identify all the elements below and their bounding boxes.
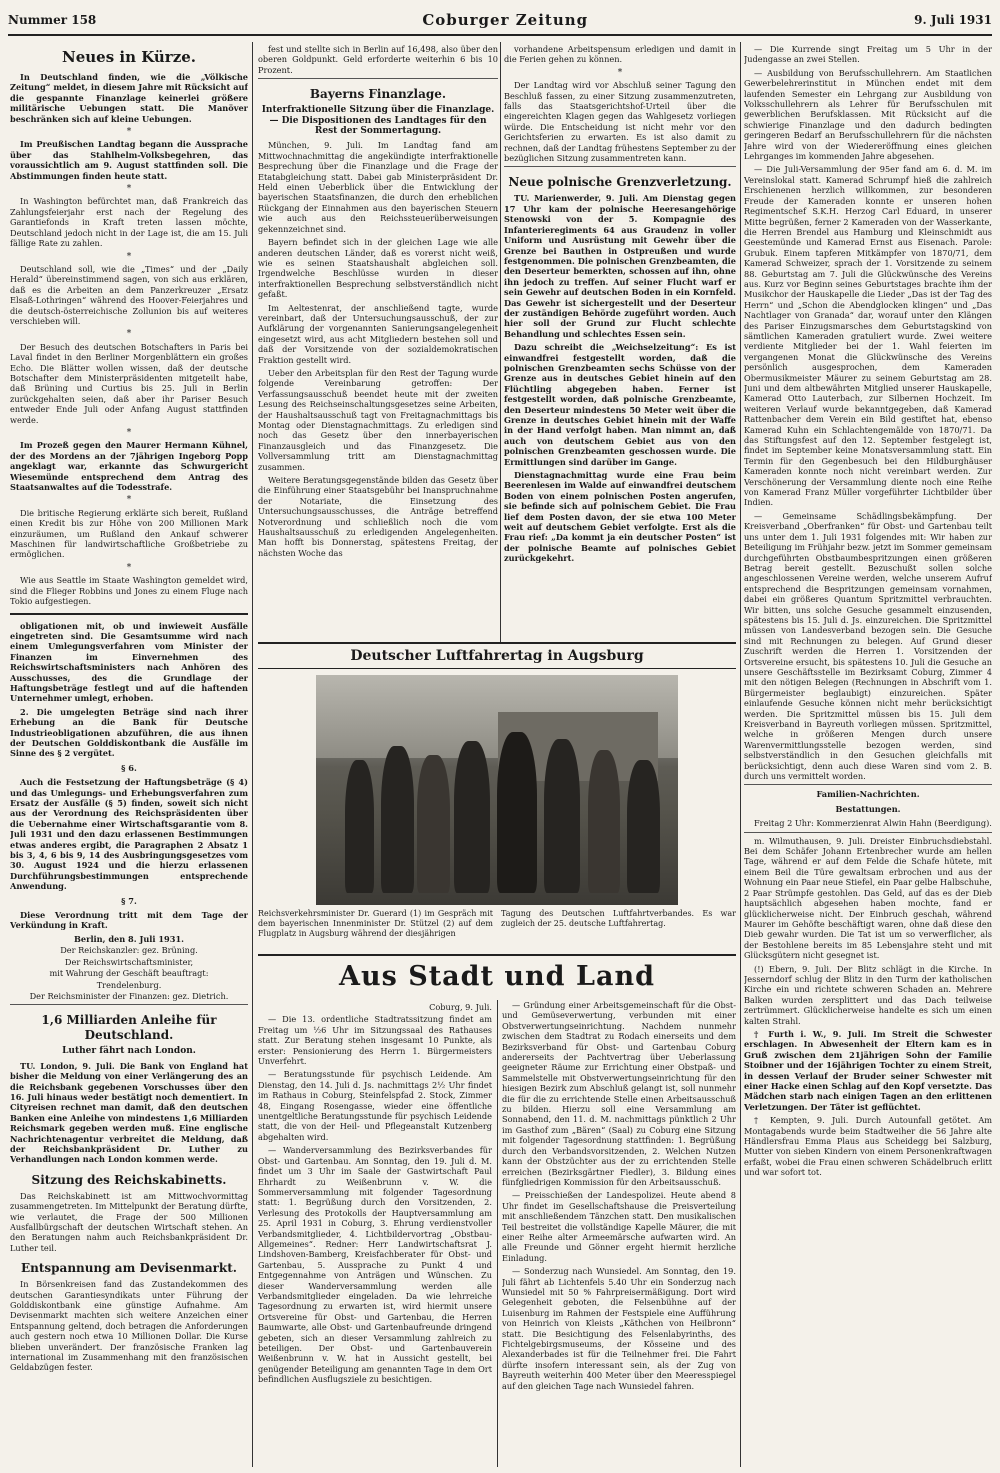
article-heading: Bayerns Finanzlage. [309, 87, 447, 102]
article-paragraph: (!) Ebern, 9. Juli. Der Blitz schlägt in die Kirche. In Jesserndorf schlug der Blitz in den Turm der katholischen Kirche ein und richtete schweren Schaden an. Mehrere Balken wurden zersplittert und das Dach teilweise zertrümmert. Glücklicherweise handelte es sich um einen kalten Strahl. [744, 963, 992, 1026]
separator-asterisk: * [126, 562, 132, 573]
masthead [8, 6, 992, 36]
photo-caption [258, 909, 736, 939]
article-paragraph: Die britische Regierung erklärte sich bereit, Rußland einen Kredit bis zur Höhe von 200 Millionen Mark einzuräumen, um Rußland den Ankauf schwerer Maschinen für landwirtschaftliche Großbetriebe zu ermöglichen. [10, 507, 248, 560]
photo-title: Deutscher Luftfahrertag in Augsburg [258, 642, 736, 669]
separator-asterisk: * [126, 329, 132, 340]
burials-heading: Bestattungen. [835, 803, 901, 814]
column-border-violation [504, 44, 736, 643]
place-date: Berlin, den 8. Juli 1931. [74, 933, 184, 944]
separator-asterisk: * [126, 184, 132, 195]
article-paragraph: fest und stellte sich in Berlin auf 16,498, also über den oberen Goldpunkt. Geld erforderte weiterhin 6 bis 10 Prozent. [258, 44, 498, 75]
article-paragraph: † Kempten, 9. Juli. Durch Autounfall getötet. Am Montagabends wurde beim Stadtweiher die 56 Jahre alte Händlersfrau Emma Plaus aus Scheidegg bei Salzburg, Mutter von sieben Kindern von einem Personenkraftwagen erfaßt, wobei die Frau einen schweren Schädelbruch erlitt und war sofort tot. [744, 1115, 992, 1178]
article-paragraph: Bayern befindet sich in der gleichen Lage wie alle anderen deutschen Länder, daß es vorerst nicht weiß, wie es seinen Staatshaushalt abgleichen soll. Irgendwelche Beschlüsse wurden in dieser interfraktionellen Besprechung selbstverständlich nicht gefaßt. [258, 237, 498, 300]
column-local-news-2 [502, 1000, 736, 1467]
newspaper-title: Coburger Zeitung [422, 11, 589, 29]
article-paragraph: m. Wilmuthausen, 9. Juli. Dreister Einbruchsdiebstahl. Bei dem Schäfer Johann Ertenbrecher wurde am hellen Tage, während er auf dem Felde die Schafe hütete, mit einem Beil die Türe gewaltsam erbrochen und aus der Wohnung ein Paar neue Stiefel, ein Paar gelbe Halbschuhe, 2 Paar Strümpfe gestohlen. Das Geld, auf das es der Dieb hauptsächlich abgesehen haben mochte, fand er glücklicherweise nicht. Der Einbruch geschah, während Maurer im Gehöfte beschäftigt waren, ohne daß diese den Dieb gewahr wurden. Die Tat ist um so verwerflicher, als der Bestohlene bereits im 85 Lebensjahre steht und mit Glücksgütern nicht gesegnet ist. [744, 835, 992, 961]
section-rule [258, 78, 498, 79]
section-rule [504, 166, 736, 167]
article-paragraph: Deutschland soll, wie die „Times“ und der „Daily Herald“ übereinstimmend sagen, von sich aus erklären, daß es die Arbeiten an dem Panzerkreuzer „Ersatz Elsaß-Lothringen“ während des Hoover-Feierjahres und die deutsch-österreichische Zollunion bis auf weiteres verschieben will. [10, 263, 248, 326]
section-rule [10, 1004, 248, 1005]
signature-line: Der Reichskanzler: gez. Brüning. [60, 945, 198, 956]
separator-asterisk: * [617, 67, 623, 78]
column-bavaria-finance [258, 44, 498, 643]
article-paragraph: — Die 13. ordentliche Stadtratssitzung findet am Freitag um ½6 Uhr im Sitzungssaal des Rathauses statt. Zur Beratung stehen insgesamt 10 Punkte, als erster: Pensionierung des Herrn 1. Bürgermeisters Unverfehrt. [258, 1014, 492, 1067]
section-rule [10, 613, 248, 615]
column-local-reports [744, 44, 992, 1467]
article-paragraph: In Deutschland finden, wie die „Völkische Zeitung“ meldet, in diesem Jahre mit Rücksicht auf die gespannte Finanzlage keinerlei größere militärische Uebungen statt. Die Manöver beschränken sich auf kleine Uebungen. [10, 72, 248, 124]
article-paragraph: 2. Die umgelegten Beträge sind nach ihrer Erhebung an die Bank für Deutsche Industrieobligationen abzuführen, die aus ihnen der Deutschen Golddiskontbank die Ausfälle im Sinne des § 2 vergütet. [10, 706, 248, 759]
column-news-in-brief [10, 44, 248, 1467]
article-paragraph: Diese Verordnung tritt mit dem Tage der Verkündung in Kraft. [10, 910, 248, 931]
article-paragraph: Im Prozeß gegen den Maurer Hermann Kühnel, der des Mordens an der 7jährigen Ingeborg Popp angeklagt war, erkannte das Schwurgericht Wiesemünde entsprechend dem Antrag des Staatsanwaltes auf die Todesstrafe. [10, 440, 248, 493]
article-paragraph: Dazu schreibt die „Weichselzeitung“: Es ist einwandfrei festgestellt worden, daß die polnischen Grenzbeamten sechs Schüsse von der Grenze aus in deutsches Gebiet hinein auf den Flüchtling abgegeben haben. Ferner ist festgestellt worden, daß polnische Grenzbeamte, den Deserteur mindestens 50 Meter weit über die Grenze in deutsches Gebiet hinein mit der Waffe in der Hand verfolgt haben. Man nimmt an, daß auch von deutschem Gebiet aus von den polnischen Grenzbeamten geschossen wurde. Die Ermittlungen sind darüber im Gange. [504, 342, 736, 467]
article-paragraph: vorhandene Arbeitspensum erledigen und damit in die Ferien gehen zu können. [504, 44, 736, 65]
signature-line: Der Reichswirtschaftsminister, [64, 956, 194, 967]
article-paragraph: — Beratungsstunde für psychisch Leidende. Am Dienstag, den 14. Juli d. Js. nachmittags 2½ Uhr findet im Rathaus in Coburg, Steinfelspfad 2. Stock, Zimmer 48, Eingang Rosengasse, wieder eine öffentliche unentgeltliche Beratungsstunde für psychisch Leidende statt, die von der Heil- und Pflegeanstalt Kutzenberg abgehalten wird. [258, 1069, 492, 1142]
article-paragraph: In Washington befürchtet man, daß Frankreich das Zahlungsfeierjahr erst nach der Regelung des Garantiefonds in Kraft treten lassen möchte, Deutschland jedoch nicht in der Lage ist, die am 15. Juli fällige Rate zu zahlen. [10, 196, 248, 249]
article-paragraph: Auch die Festsetzung der Haftungsbeträge (§ 4) und das Umlegungs- und Erhebungsverfahren zum Ersatz der Ausfälle (§ 5) finden, soweit sich nicht aus der Verordnung des Reichspräsidenten über die Uebernahme einer Wirtschaftsgarantie vom 8. Juli 1931 und den dazu erlassenen Bestimmungen etwas anderes ergibt, die Paragraphen 2 Absatz 1 bis 3, 4, 6 bis 9, 14 des Ausbringungsgesetzes vom 30. August 1924 und die hierzu erlassenen Durchführungsbestimmungen entsprechende Anwendung. [10, 777, 248, 892]
article-paragraph: Freitag 2 Uhr: Kommerzienrat Alwin Hahn (Beerdigung). [754, 818, 992, 829]
article-paragraph: TU. London, 9. Juli. Die Bank von England hat bisher die Meldung von einer Verlängerung des an die Reichsbank gegebenen Vorschusses über den 16. Juli hinaus weder bestätigt noch dementiert. In Cityreisen rechnet man damit, daß den deutschen Banken eine Anleihe von mindestens 1,6 Milliarden Reichsmark gegeben werden muß. Eine englische Nachrichtenagentur verbreitet die Meldung, daß der Reichsbankpräsident Dr. Luther zu Verhandlungen nach London kommen werde. [10, 1060, 248, 1165]
article-paragraph: Das Reichskabinett ist am Mittwochvormittag zusammengetreten. Im Mittelpunkt der Beratung dürfte, wie verlautet, die Frage der 500 Millionen Ausfallbürgschaft der deutschen Wirtschaft stehen. An den Beratungen nahm auch Reichsbankpräsident Dr. Luther teil. [10, 1190, 248, 1253]
column-rule [740, 42, 741, 1467]
article-paragraph: — Ausbildung von Berufsschullehrern. Am Staatlichen Gewerbelehrerinstitut in München endet mit dem laufenden Semester ein Lehrgang zur Ausbildung von Volksschullehrern als Lehrer für Berufsschulen mit gewerblichen Berufsklassen. Mit Rücksicht auf die schwierige Finanzlage und den dadurch bedingten geringeren Bedarf an Berufsschullehrern für die nächsten Jahre wird von der Wiedereröffnung eines gleichen Lehrganges im kommenden Jahre abgesehen. [744, 67, 992, 162]
photo-feature [258, 642, 736, 948]
separator-asterisk: * [126, 495, 132, 506]
signature-line: Trendelenburg. [96, 979, 162, 990]
section-heading: Neues in Kürze. [62, 48, 196, 66]
dateline: Coburg, 9. Juli. [429, 1002, 492, 1012]
section-number: § 7. [121, 895, 137, 906]
article-paragraph: — Gründung einer Arbeitsgemeinschaft für die Obst- und Gemüseverwertung, verbunden mit einer Obstverwertungseinrichtung. Nachdem nunmehr zwischen dem Stadtrat zu Rodach einerseits und dem Bezirksverband für Obst- und Gartenbau Coburg andererseits der Pachtvertrag über Ueberlassung geeigneter Räume zur Errichtung einer Obstpaß- und Sammelstelle mit Obstverwertungseinrichtung für den hiesigen Bezirk zum Abschluß gelangt ist, soll nunmehr die für die zu errichtende Stelle einen Arbeitsausschuß zu bilden. Hierzu soll eine Versammlung am Sonnabend, den 11. d. M. nachmittags pünktlich 2 Uhr im Gasthof zum „Bären“ (Saal) zu Coburg eine Sitzung mit folgender Tagesordnung stattfinden: 1. Begrüßung durch den Verbandsvorsitzenden, 2. Welchen Nutzen kann der Obstzüchter aus der zu errichtenden Stelle erreichen (Bezirksgärtner Fiedler), 3. Bildung eines fünfgliedrigen Kommission für den Arbeitsausschuß. [502, 1000, 736, 1187]
article-paragraph: Im Preußischen Landtag begann die Aussprache über das Stahlhelm-Volksbegehren, das voraussichtlich am 9. August stattfinden soll. Die Abstimmungen finden heute statt. [10, 139, 248, 181]
article-paragraph: Dienstagnachmittag wurde eine Frau beim Beerenlesen im Walde auf einwandfrei deutschem Boden von einem polnischen Posten angerufen, sie befinde sich auf polnischem Gebiet. Die Frau lief dem Posten davon, der sie etwa 100 Meter weit auf deutschem Gebiet verfolgte. Erst als die Frau rief: „Da kommt ja ein deutscher Posten“ ist der polnische Beamte auf polnisches Gebiet zurückgekehrt. [504, 470, 736, 564]
article-paragraph: — Preisschießen der Landespolizei. Heute abend 8 Uhr findet im Gesellschaftshause die Preisverteilung mit anschließendem Tänzchen statt. Den musikalischen Teil bestreitet die vollständige Kapelle Mäurer, die mit einer Reihe alter Armeemärsche aufwarten wird. An alle Freunde und Gönner ergeht hiermit herzliche Einladung. [502, 1190, 736, 1263]
signature-line: Der Reichsminister der Finanzen: gez. Dietrich. [29, 990, 229, 1001]
separator-asterisk: * [126, 127, 132, 138]
article-paragraph: Der Besuch des deutschen Botschafters in Paris bei Laval findet in den Berliner Morgenblättern ein großes Echo. Die Blätter wollen wissen, daß der deutsche Botschafter dem Ministerpräsidenten mitgeteilt habe, daß Brüning und Curtius bis 25. Juli in Berlin zurückgehalten seien, daß aber ihr Pariser Besuch entweder Ende Juli oder Anfang August stattfinden werde. [10, 341, 248, 425]
article-paragraph: In Börsenkreisen fand das Zustandekommen des deutschen Garantiesyndikats unter Führung der Golddiskontbank eine günstige Aufnahme. Am Devisenmarkt machten sich weitere Anzeichen einer Entspannung geltend, doch betragen die Anforderungen auch gestern noch etwa 10 Millionen Dollar. Die Kurse blieben unverändert. Der französische Franken lag international im Zusammenhang mit den französischen Geldabzügen fester. [10, 1279, 248, 1373]
article-heading: Entspannung am Devisenmarkt. [21, 1261, 237, 1276]
column-rule [497, 1000, 498, 1467]
family-notices-heading: Familien-Nachrichten. [816, 789, 920, 800]
article-paragraph: Weitere Beratungsgegenstände bilden das Gesetz über die Einführung einer Staatsgebühr bei Inanspruchnahme der Notariate, die Einsetzung des Untersuchungsausschusses, die Anträge betreffend Notverordnung und schließlich noch die vom Haushaltsausschuß zu erledigenden Angelegenheiten. Man hofft bis Donnerstag, spätestens Freitag, der nächsten Woche das [258, 475, 498, 558]
section-rule [744, 784, 992, 785]
article-paragraph: † Furth i. W., 9. Juli. Im Streit die Schwester erschlagen. In Abwesenheit der Eltern kam es in Gruß zwischen dem 21jährigen Sohn der Familie Stoibner und der 16jährigen Tochter zu einem Streit, in dessen Verlauf der Bruder seiner Schwester mit einer Hacke einen Schlag auf den Kopf versetzte. Das Mädchen starb nach einigen Tagen an den erlittenen Verletzungen. Der Täter ist geflüchtet. [744, 1028, 992, 1112]
separator-asterisk: * [126, 251, 132, 262]
article-paragraph: Der Landtag wird vor Abschluß seiner Tagung den Beschluß fassen, zu einer Sitzung zusammenzutreten, falls das Staatsgerichtshof-Urteil über die eingereichten Klagen gegen das Wahlgesetz vorliegen würde. Die Entscheidung ist nicht mehr vor den Gerichtsferien zu erwarten. Es ist also damit zu rechnen, daß der Landtag frühestens September zu der bezüglichen Sitzung zusammentreten kann. [504, 80, 736, 164]
section-banner: Aus Stadt und Land [258, 954, 736, 998]
issue-date: 9. Juli 1931 [914, 13, 992, 27]
article-paragraph: obligationen mit, ob und inwieweit Ausfälle eingetreten sind. Die Gesamtsumme wird nach einem Umlegungsverfahren vom Minister der Finanzen im Einvernehmen des Reichswirtschaftsministers nach Anhören des Ausschusses, des die Grundlage der Haftungsbeträge festlegt und auf die haftenden Unternehmer umlegt, erhoben. [10, 620, 248, 704]
section-number: § 6. [121, 762, 137, 773]
article-paragraph: Ueber den Arbeitsplan für den Rest der Tagung wurde folgende Vereinbarung getroffen: Der Verfassungsausschuß beendet heute mit der zweiten Lesung des Reichseinschaltungsgesetzes seine Arbeiten, der Haushaltsausschuß tagt von Freitagnachmittags bis Montag oder Dienstagnachmittags. Zu erledigen sind noch das Gesetz über den innerbayerischen Finanzausgleich und das Finanzgesetz. Die Vollversammlung tritt am Dienstagnachmittag zusammen. [258, 367, 498, 472]
caption-right: Tagung des Deutschen Luftfahrtverbandes. Es war zugleich der 25. deutsche Luftfahrertag. [501, 909, 736, 928]
column-rule [500, 42, 501, 643]
article-paragraph: Wie aus Seattle im Staate Washington gemeldet wird, sind die Flieger Robbins und Jones zu einem Fluge nach Tokio aufgestiegen. [10, 575, 248, 607]
article-heading: Neue polnische Grenzverletzung. [508, 175, 732, 190]
article-paragraph: Im Aeltestenrat, der anschließend tagte, wurde vereinbart, daß der Untersuchungsausschuß, der zur Aufklärung der vorgenannten Sanierungsangelegenheit eingesetzt wird, aus acht Mitgliedern bestehen soll und daß der Vorsitzende von der sozialdemokratischen Fraktion gestellt wird. [258, 302, 498, 365]
article-paragraph: TU. Marienwerder, 9. Juli. Am Dienstag gegen 17 Uhr kam der polnische Heeresangehörige Stenowski von der 5. Kompagnie des Infanterieregiments 64 aus Graudenz in voller Uniform und Ausrüstung mit Gewehr über die Grenze bei Bauthen in Ostpreußen und wurde festgenommen. Die polnischen Grenzbeamten, die den Deserteur bemerkten, schossen auf ihn, ohne ihn jedoch zu treffen. Auf seiner Flucht warf er sein Gewehr auf deutschen Boden in ein Kornfeld. Das Gewehr ist sichergestellt und der Deserteur der zuständigen Behörde zugeführt worden. Auch hier soll der Grund zur Flucht schlechte Behandlung und schlechtes Essen sein. [504, 193, 736, 339]
signature-line: mit Wahrung der Geschäft beauftragt: [49, 968, 209, 979]
article-paragraph: — Wanderversammlung des Bezirksverbandes für Obst- und Gartenbau. Am Sonntag, den 19. Juli d. M. findet um 3 Uhr im Saale der Gastwirtschaft Paul Ehrhardt zu Weißenbrunn v. W. die Sommerversammlung mit folgender Tagesordnung statt: 1. Begrüßung durch den Vorsitzenden, 2. Verlesung des Protokolls der Hauptversammlung am 25. April 1931 in Coburg, 3. Ehrung verdienstvoller Verbandsmitglieder, 4. Lichtbildervortrag „Obstbau-Allgemeines“. Redner: Herr Landwirtschaftsrat J. Lindshoven-Bamberg, Kreisfachberater für Obst- und Gartenbau, 5. Aussprache zu Punkt 4 und Entgegennahme von Anträgen und Wünschen. Zu dieser Wanderversammlung werden alle Verbandsmitglieder eingeladen. Da wie lehrreiche Tagesordnung zu erwarten ist, wird hiermit unsere Ortsvereine für Obst- und Gartenbau, die Herren Baumwarte, alle Obst- und Gartenbaufreunde dringend gebeten, sich an dieser Versammlung zahlreich zu beteiligen. Der Obst- und Gartenbauverein Weißenbrunn v. W. hat in Aussicht gestellt, bei genügender Beteiligung am genannten Tage in dem Ort befindlichen Ausflugsziele zu besichtigen. [258, 1145, 492, 1385]
news-photograph [316, 675, 678, 905]
caption-left: Reichsverkehrsminister Dr. Guerard (1) im Gespräch mit dem bayerischen Innenminister Dr. Stützel (2) auf dem Flugplatz in Augsburg während der diesjährigen [258, 909, 493, 938]
column-rule [252, 42, 253, 1467]
column-local-news-1 [258, 1000, 492, 1467]
article-heading: 1,6 Milliarden Anleihe für Deutschland. [41, 1013, 217, 1043]
article-paragraph: München, 9. Juli. Im Landtag fand am Mittwochnachmittag die angekündigte interfraktionelle Besprechung über die Finanzlage und die Frage der Etatabgleichung statt. Dabei gab Ministerpräsident Dr. Held einen Ueberblick über die Entwicklung der bayerischen Staatsfinanzen, die durch den erheblichen Rückgang der Einnahmen aus den bayerischen Steuern wie auch aus den Reichssteuerüberweisungen gekennzeichnet sind. [258, 140, 498, 234]
separator-asterisk: * [126, 428, 132, 438]
article-subheading: Interfraktionelle Sitzung über die Finanzlage. — Die Dispositionen des Landtages für den Rest der Sommertagung. [261, 105, 495, 137]
issue-number: Nummer 158 [8, 13, 97, 27]
article-paragraph: — Die Juli-Versammlung der 95er fand am 6. d. M. im Vereinslokal statt. Kamerad Schrumpf hieß die zahlreich Erschienenen herzlich willkommen, zur besonderen Freude der Kameraden konnte er unseren hohen Regimentschef S.K.H. Herzog Carl Eduard, in unserer Mitte begrüßen, ferner 2 Kameraden von der Wasserkante, die Herren Brendel aus Hamburg und Kleinschmidt aus Geestemünde und Kamerad Ernst aus Eisenach. Parole: Grubuk. Einem tapferen Mitkämpfer von 1870/71, dem Kamerad Schweizer, sprach der 1. Vorsitzende zu seinem 88. Geburtstag am 7. Juli die Glückwünsche des Vereins aus. Kurz vor Beginn seines Geburtstages brachte ihm der Musikchor der Hauskapelle die Lieder „Das ist der Tag des Herrn“ und „Schon die Abendglocken klingen“ und „Das Nachtlager von Granada“ dar, worauf unter den Klängen des Pariser Einzugsmarsches dem Geburtstagskind von sämtlichen Kameraden gratuliert wurde. Zwei weitere verdiente Mitglieder bei der 1. Wahl feierten im vergangenen Monat die Glückwünsche des Vereins persönlich ausgesprochen, dem Kameraden Obermusikmeister Mäurer zu seinem Geburtstag am 28. Juni und dem altbewährten Mitglied unserer Hauskapelle, Kamerad Otto Lauterbach, zur Silbernen Hochzeit. Im weiteren Verlauf wurde bekanntgegeben, daß Kamerad Rattenbacher dem Verein ein Bild gestiftet hat, ebenso Kamerad Kuhn ein Schlachtengemälde von 1870/71. Da das Stiftungsfest auf den 12. September festgelegt ist, findet im September keine Monatsversammlung statt. Ein Termin für den Gegenbesuch bei den Hildburghäuser Kameraden konnte noch nicht vereinbart werden. Zur Verschönerung der Versammlung diente noch eine Reihe von Kamerad Franz Müller vorgeführter Lichtbilder über Indien. [744, 164, 992, 508]
article-heading: Sitzung des Reichskabinetts. [31, 1172, 227, 1187]
article-paragraph: — Gemeinsame Schädlingsbekämpfung. Der Kreisverband „Oberfranken“ für Obst- und Gartenbau teilt uns unter dem 1. Juli 1931 folgendes mit: Wir haben zur Beteiligung im Frühjahr bezw. jetzt im Sommer gemeinsam durchgeführten Obstbaumbespritzungen einen größeren Betrag bereit gestellt. Bezuschußt sollen solche angeschlossenen Vereine werden, welche unserem Aufruf entsprechend die Bespritzungen gemeinsam vornahmen, dabei ein größeres Quantum Spritzmittel verbrauchten. Wir bitten, uns solche Gesuche gesammelt einzusenden, spätestens bis 15. Juli d. Js. einzureichen. Die Spritzmittel müssen von Landesverband bezogen sein. Die Gesuche sind mit Rechnungen zu belegen. Auf Grund dieser Zuschrift werden die Herren 1. Vorsitzenden der Ortsvereine ersucht, bis spätestens 10. Juli die Gesuche an unsere Geschäftsstelle im Bezirksamt Coburg, Zimmer 4 mit den nötigen Belegen (Rechnungen in Abschrift vom 1. Bürgermeister beglaubigt) einzureichen. Später einlaufende Gesuche können nicht mehr berücksichtigt werden. Die Spritzmittel müssen bis 15. Juli dem Kreisverband in Bayreuth vorliegen müssen. Spritzmittel, welche in größeren Mengen durch unsere Warenvermittlungsstelle bezogen werden, sind selbstverständlich in den Gesuchen gleichfalls mit berücksichtigt, denn auch diese Waren sind vom 2. B. durch uns vermittelt worden. [744, 510, 992, 782]
section-rule [744, 832, 992, 833]
article-paragraph: — Die Kurrende singt Freitag um 5 Uhr in der Judengasse an zwei Stellen. [744, 44, 992, 65]
article-subheading: Luther fährt nach London. [62, 1046, 196, 1057]
article-paragraph: — Sonderzug nach Wunsiedel. Am Sonntag, den 19. Juli fährt ab Lichtenfels 5.40 Uhr ein Sonderzug nach Wunsiedel mit 50 % Fahrpreisermäßigung. Dort wird Gelegenheit geboten, die Felsenbühne auf der Luisenburg im Rahmen der Festspiele eine Aufführung von Heinrich von Kleists „Käthchen von Heilbronn“ statt. Die Besichtigung des Felsenlabyrinths, des Fichtelgebirgsmuseums, der Kösseine und des Alexanderbades ist für die Teilnehmer frei. Die Fahrt dürfte insofern interessant sein, als der Zug von Bayreuth weiterhin 400 Meter über den Meeresspiegel auf den gleichen Tage nach Wunsiedel fahren. [502, 1266, 736, 1391]
